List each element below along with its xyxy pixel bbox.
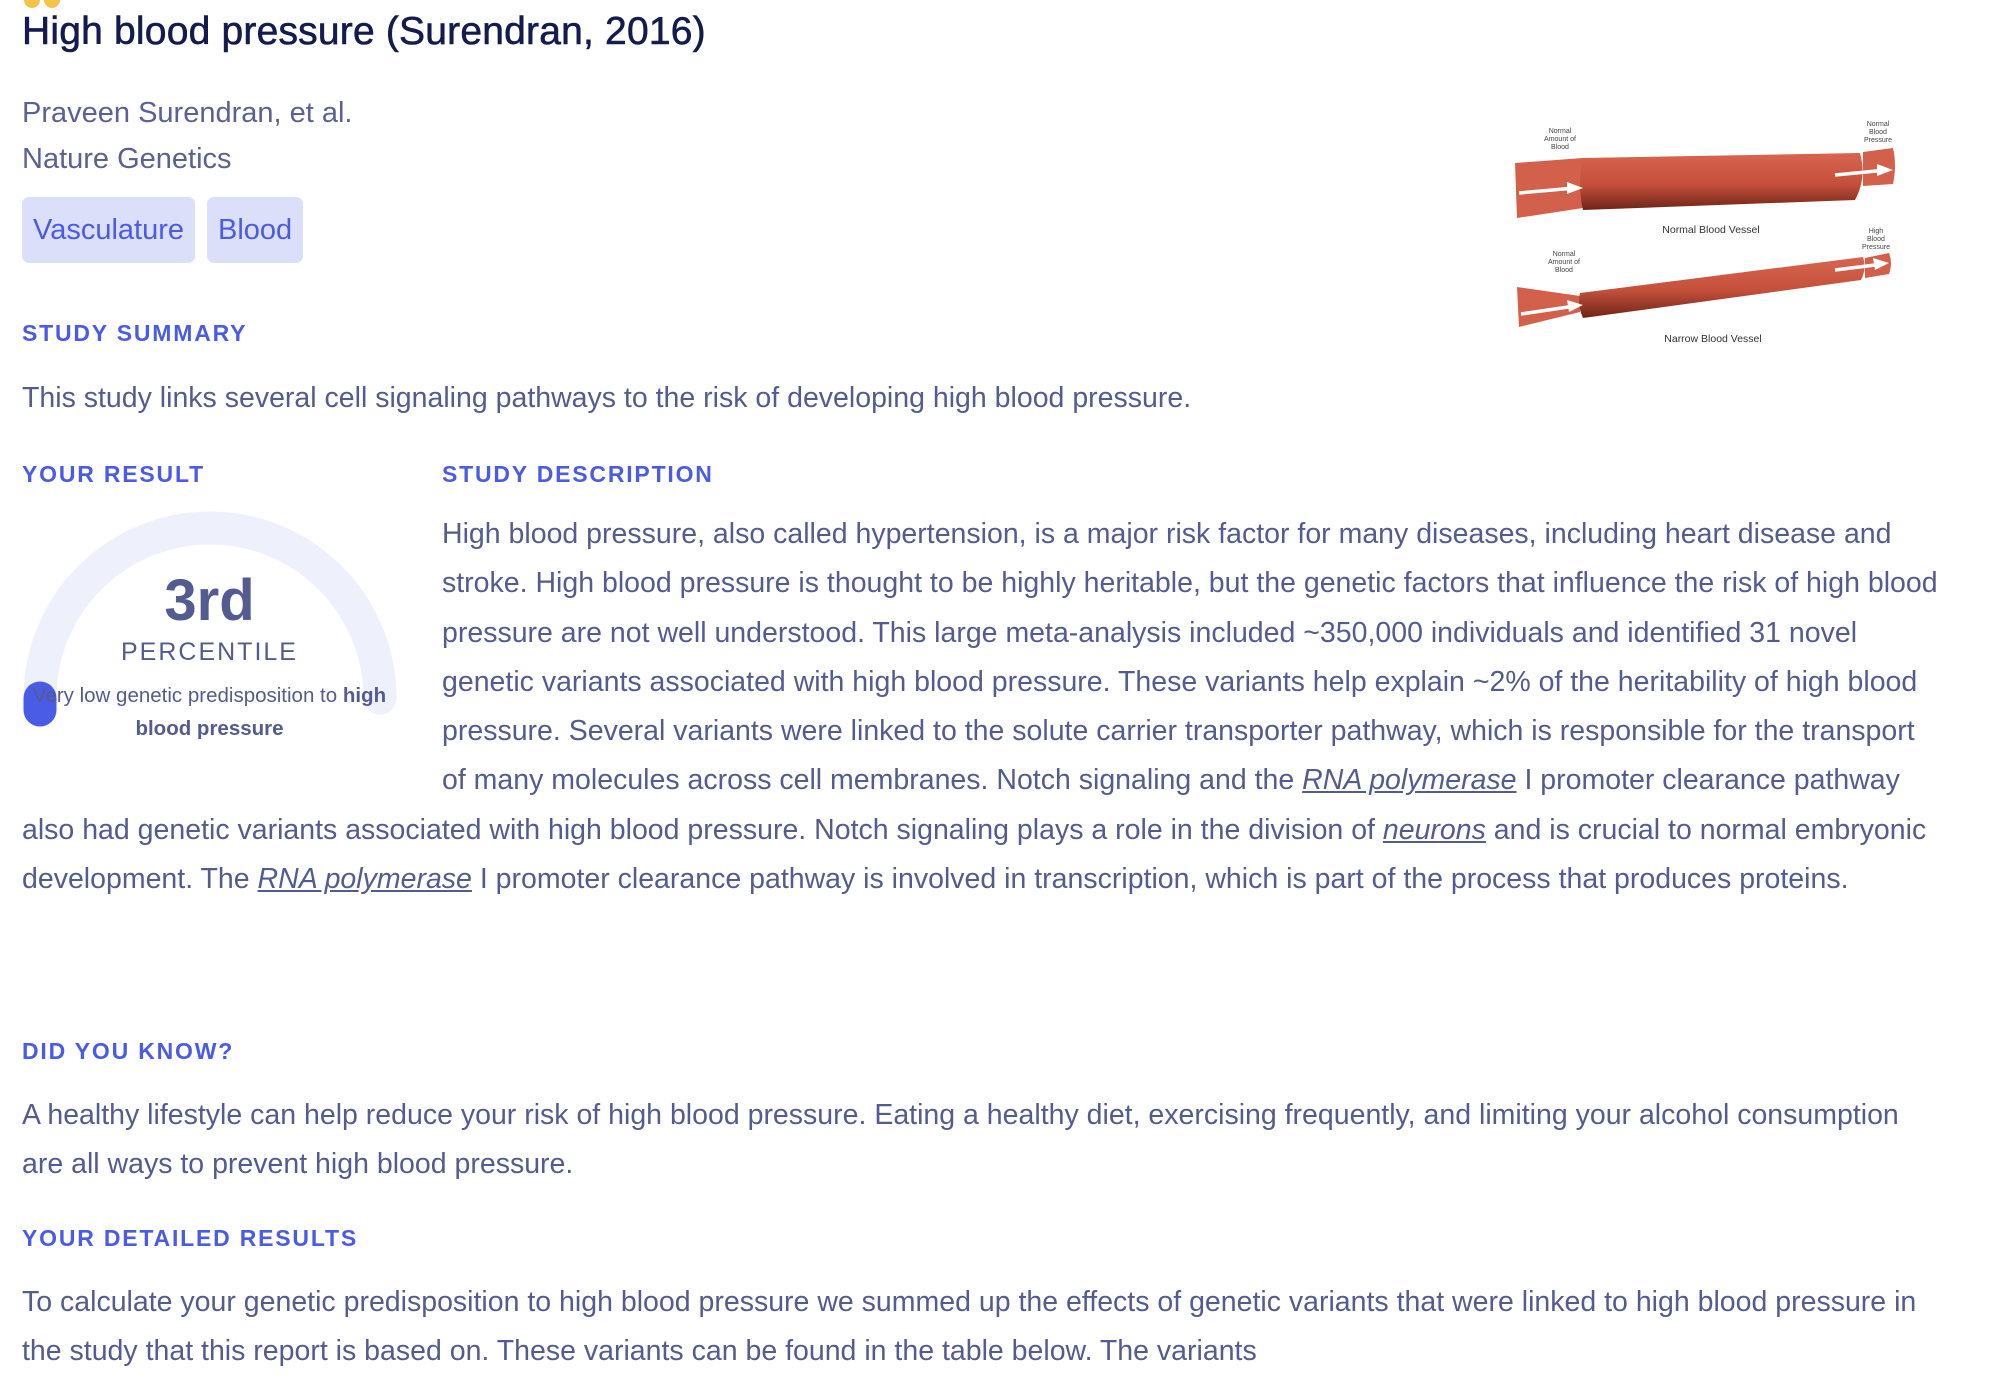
svg-text:Normal: Normal xyxy=(1548,128,1572,135)
svg-text:Pressure: Pressure xyxy=(1863,137,1893,144)
neurons-link[interactable]: neurons xyxy=(1382,813,1486,846)
study-summary-text: This study links several cell signaling pathways to the risk of developing high blood pressure. xyxy=(22,382,1192,414)
detailed-results-text: To calculate your genetic predisposition to high blood pressure we summed up the effects of genetic variants that were linked to high blood pressure in the study that this report is based on. These variants can be found in the table below. The variants xyxy=(22,1286,1917,1368)
tag-blood[interactable]: Blood xyxy=(207,197,303,263)
svg-text:Normal Blood Vessel: Normal Blood Vessel xyxy=(1662,224,1760,236)
your-result-panel xyxy=(22,455,442,790)
study-authors: Praveen Surendran, et al. xyxy=(22,97,353,129)
blood-vessel-illustration xyxy=(1505,100,1905,350)
svg-text:Blood: Blood xyxy=(1869,129,1887,136)
svg-text:Pressure: Pressure xyxy=(1861,244,1891,251)
svg-text:Blood: Blood xyxy=(1867,236,1885,243)
study-summary-section xyxy=(22,320,1191,423)
percentile-label: PERCENTILE xyxy=(121,638,298,666)
svg-text:Blood: Blood xyxy=(1555,267,1573,274)
did-you-know-section xyxy=(22,1038,1942,1190)
result-and-description xyxy=(22,455,1942,904)
your-result-heading: YOUR RESULT xyxy=(22,461,205,487)
did-you-know-text: A healthy lifestyle can help reduce your risk of high blood pressure. Eating a healthy diet, exercising frequently, and limiting your alcohol consumption are all ways to prevent high blood pressure. xyxy=(22,1099,1899,1181)
category-tags xyxy=(22,197,303,263)
study-journal: Nature Genetics xyxy=(22,143,232,175)
normal-vessel-graphic xyxy=(1515,148,1895,218)
result-description: Very low genetic predisposition to high blood pressure xyxy=(32,684,387,740)
svg-text:Amount of: Amount of xyxy=(1548,259,1580,266)
rna-polymerase-link-2[interactable]: RNA polymerase xyxy=(257,863,472,896)
study-meta xyxy=(22,90,352,182)
svg-text:High: High xyxy=(1868,228,1884,235)
partial-top-icon xyxy=(24,0,68,2)
svg-text:Normal: Normal xyxy=(1866,121,1890,128)
did-you-know-heading: DID YOU KNOW? xyxy=(22,1038,235,1064)
svg-text:Blood: Blood xyxy=(1551,144,1569,151)
detailed-results-section xyxy=(22,1225,1942,1377)
study-description-heading: STUDY DESCRIPTION xyxy=(442,461,714,487)
svg-text:Amount of: Amount of xyxy=(1544,136,1576,143)
study-description-text: High blood pressure, also called hypertension, is a major risk factor for many diseases, including heart disease and stroke. High blood pressure is thought to be highly heritable, but the genetic factors that influence the risk of high blood pressure are not well understood. This large meta-analysis included ~350,000 individuals and identified 31 novel genetic variants associated with high blood pressure. These variants help explain ~2% of the heritability of high blood pressure. Several variants were linked to the solute carrier transporter pathway, which is responsible for the transport of many molecules across cell membranes. Notch signaling and the RNA polymerase I promoter clearance pathway also had genetic variants associated with high blood pressure. Notch signaling plays a role in the division of neurons and is crucial to normal embryonic development. The RNA polymerase I promoter clearance pathway is involved in transcription, which is part of the process that produces proteins. xyxy=(22,518,1938,896)
rna-polymerase-link[interactable]: RNA polymerase xyxy=(1302,764,1517,797)
tag-vasculature[interactable]: Vasculature xyxy=(22,197,195,263)
percentile-value: 3rd xyxy=(164,568,255,633)
detailed-results-heading: YOUR DETAILED RESULTS xyxy=(22,1225,358,1251)
svg-text:Normal: Normal xyxy=(1552,251,1576,258)
page-title: High blood pressure (Surendran, 2016) xyxy=(22,10,706,53)
svg-text:Narrow Blood Vessel: Narrow Blood Vessel xyxy=(1664,333,1762,345)
study-summary-heading: STUDY SUMMARY xyxy=(22,320,248,346)
